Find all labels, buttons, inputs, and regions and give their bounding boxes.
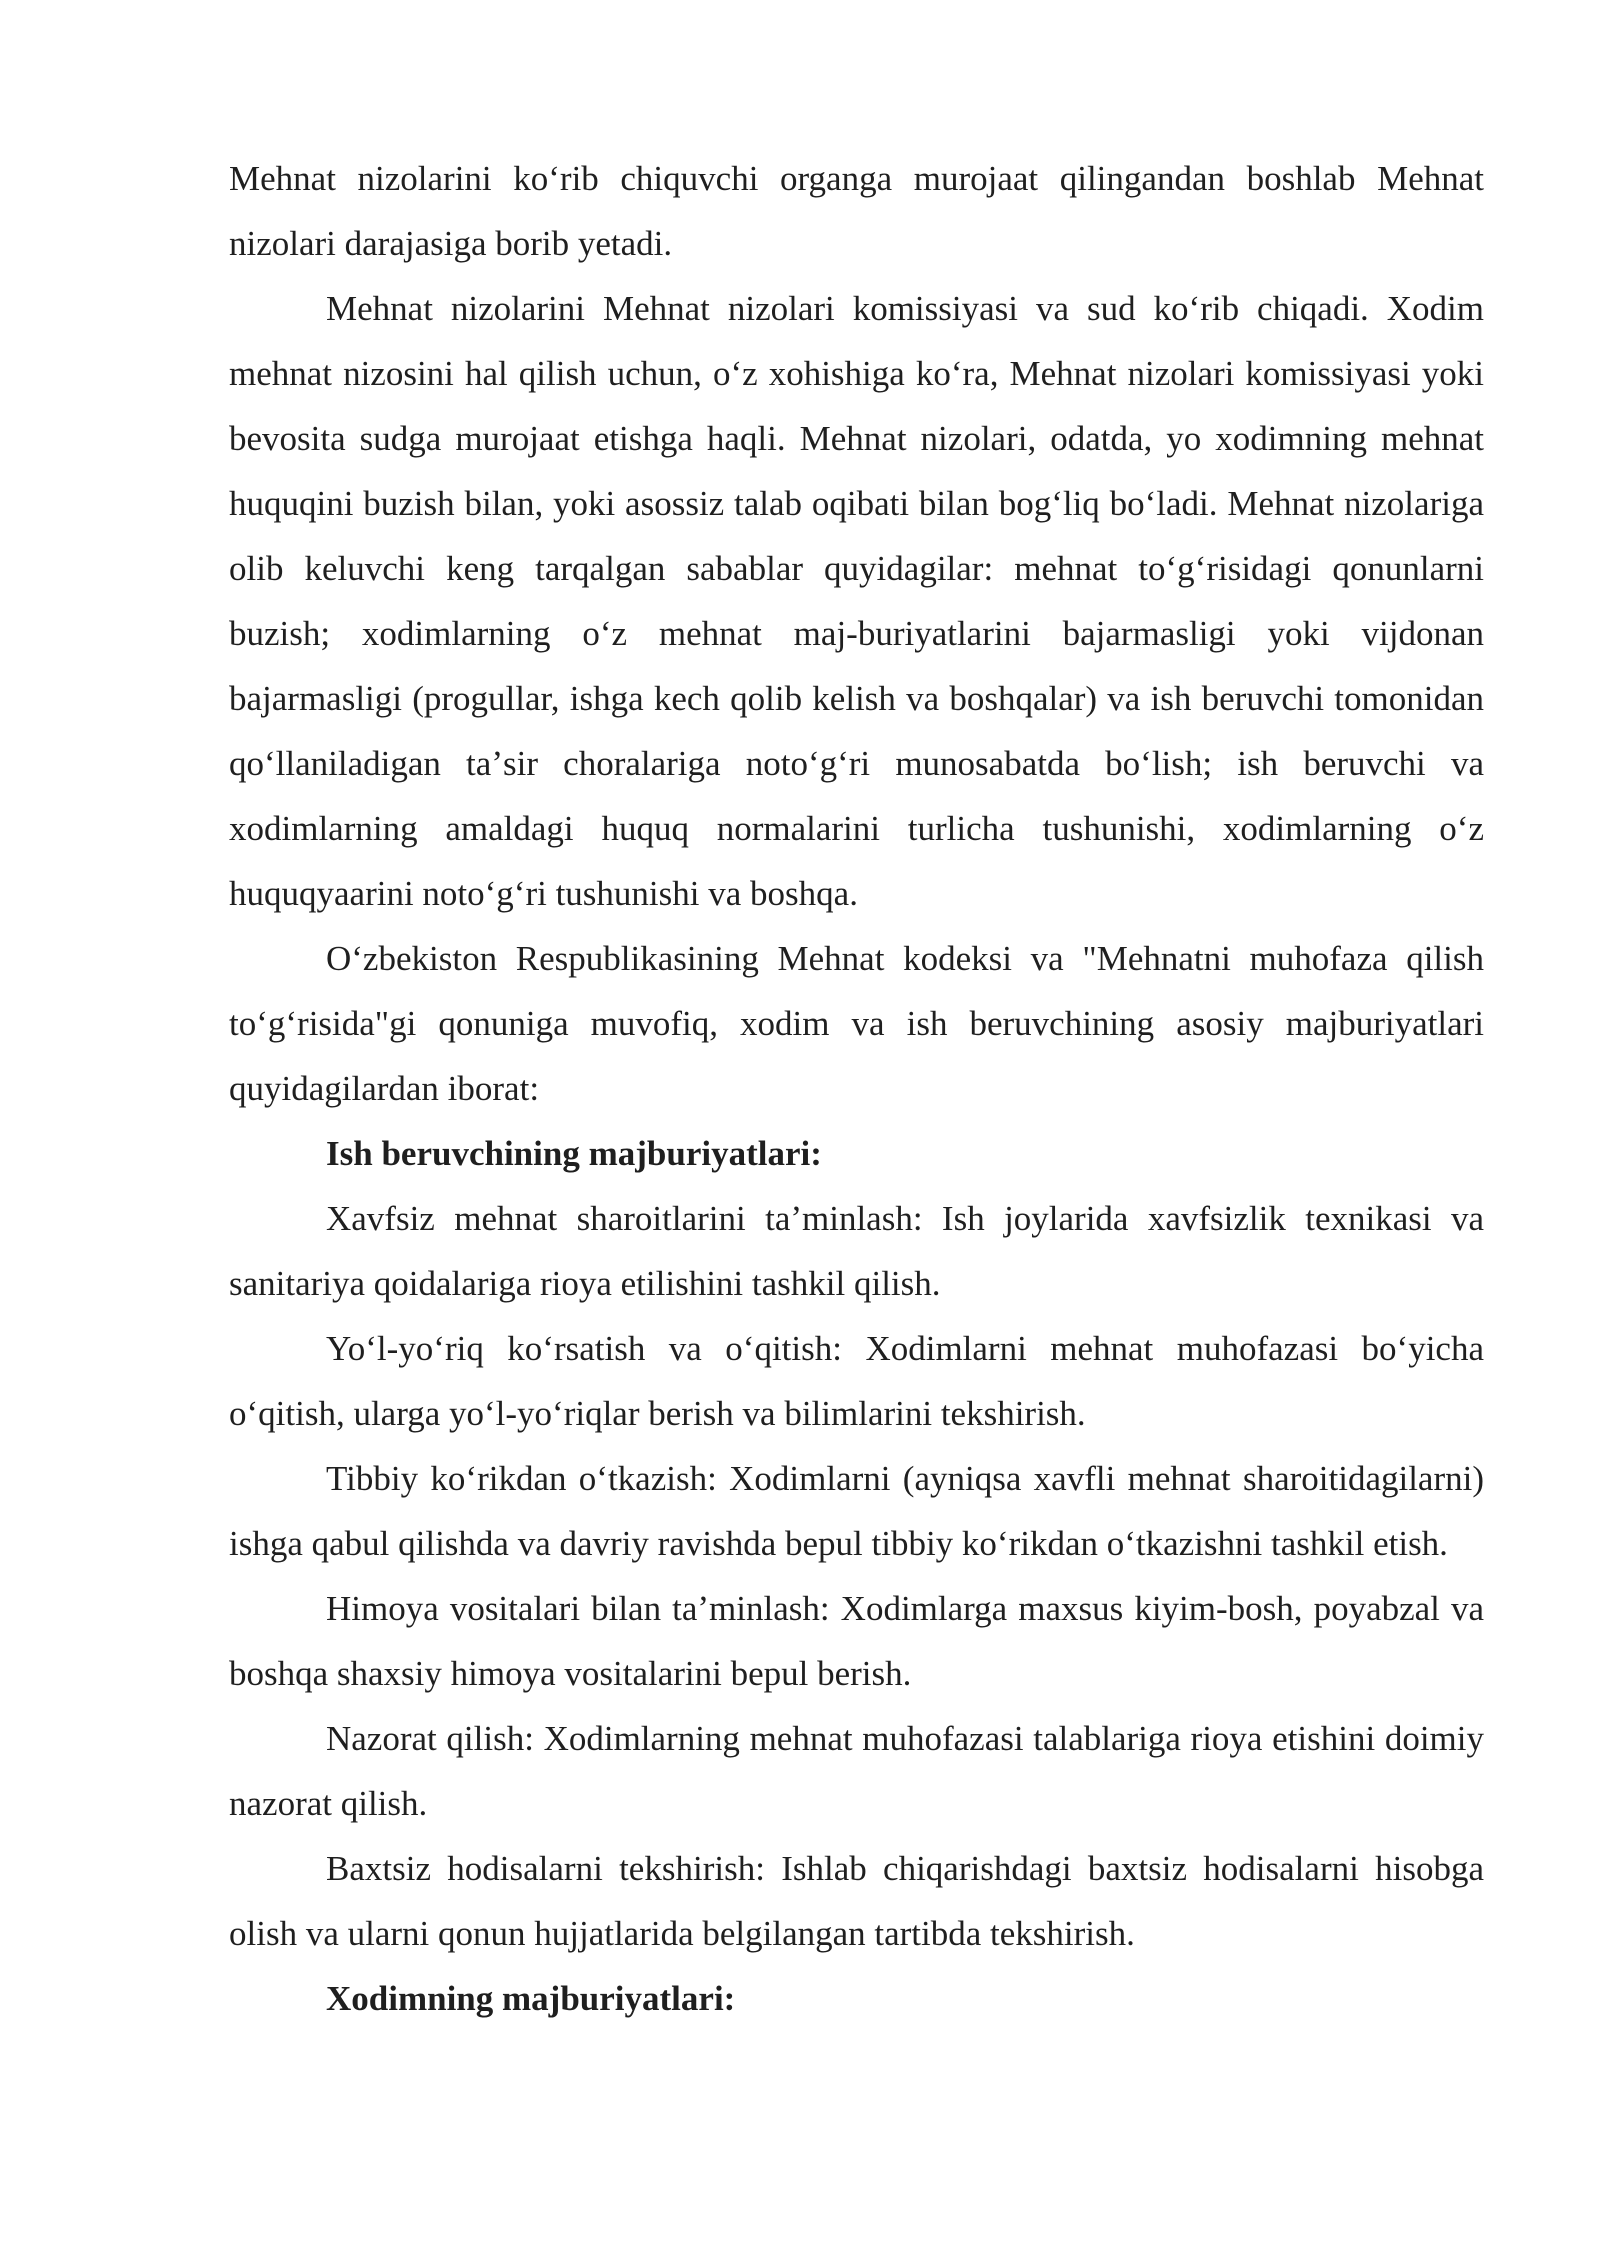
paragraph-labor-disputes: Mehnat nizolarini Mehnat nizolari komissiyasi va sud koʻrib chiqadi. Xodim mehnat nizosini hal qilish uchun, oʻz xohishiga koʻra, Mehnat nizolari komissiyasi yoki bevosita sudga murojaat etishga haqli. Mehnat nizolari, odatda, yo xodimning mehnat huquqini buzish bilan, yoki asossiz talab oqibati bilan bogʻliq boʻladi. Mehnat nizolariga olib keluvchi keng tarqalgan sabablar quyidagilar: mehnat toʻgʻrisidagi qonunlarni buzish; xodimlarning oʻz mehnat maj-buriyatlarini bajarmasligi yoki vijdonan bajarmasligi (progullar, ishga kech qolib kelish va boshqalar) va ish beruvchi tomonidan qoʻllaniladigan taʼsir choralariga notoʻgʻri munosabatda boʻlish; ish beruvchi va xodimlarning amaldagi huquq normalarini turlicha tushunishi, xodimlarning oʻz huquqyaarini notoʻgʻri tushunishi va boshqa.	[229, 289, 1484, 913]
paragraph-labor-code: Oʻzbekiston Respublikasining Mehnat kodeksi va "Mehnatni muhofaza qilish toʻgʻrisida"gi qonuniga muvofiq, xodim va ish beruvchining asosiy majburiyatlari quyidagilardan iborat:	[229, 939, 1484, 1108]
paragraph-medical-exam: Tibbiy koʻrikdan oʻtkazish: Xodimlarni (ayniqsa xavfli mehnat sharoitidagilarni) ishga qabul qilishda va davriy ravishda bepul tibbiy koʻrikdan oʻtkazishni tashkil etish.	[229, 1459, 1484, 1563]
heading-employee-duties: Xodimning majburiyatlari:	[326, 1979, 736, 2018]
paragraph-safe-conditions: Xavfsiz mehnat sharoitlarini taʼminlash: Ish joylarida xavfsizlik texnikasi va sanitariya qoidalariga rioya etilishini tashkil qilish.	[229, 1199, 1484, 1303]
heading-employer-duties: Ish beruvchining majburiyatlari:	[326, 1134, 822, 1173]
paragraph-intro: Mehnat nizolarini koʻrib chiquvchi organga murojaat qilingandan boshlab Mehnat nizolari darajasiga borib yetadi.	[229, 159, 1484, 263]
paragraph-instruction: Yoʻl-yoʻriq koʻrsatish va oʻqitish: Xodimlarni mehnat muhofazasi boʻyicha oʻqitish, ularga yoʻl-yoʻriqlar berish va bilimlarini tekshirish.	[229, 1329, 1484, 1433]
paragraph-supervision: Nazorat qilish: Xodimlarning mehnat muhofazasi talablariga rioya etishini doimiy nazorat qilish.	[229, 1719, 1484, 1823]
paragraph-protective-equipment: Himoya vositalari bilan taʼminlash: Xodimlarga maxsus kiyim-bosh, poyabzal va boshqa shaxsiy himoya vositalarini bepul berish.	[229, 1589, 1484, 1693]
document-page	[229, 146, 1484, 2031]
paragraph-accident-investigation: Baxtsiz hodisalarni tekshirish: Ishlab chiqarishdagi baxtsiz hodisalarni hisobga olish va ularni qonun hujjatlarida belgilangan tartibda tekshirish.	[229, 1849, 1484, 1953]
